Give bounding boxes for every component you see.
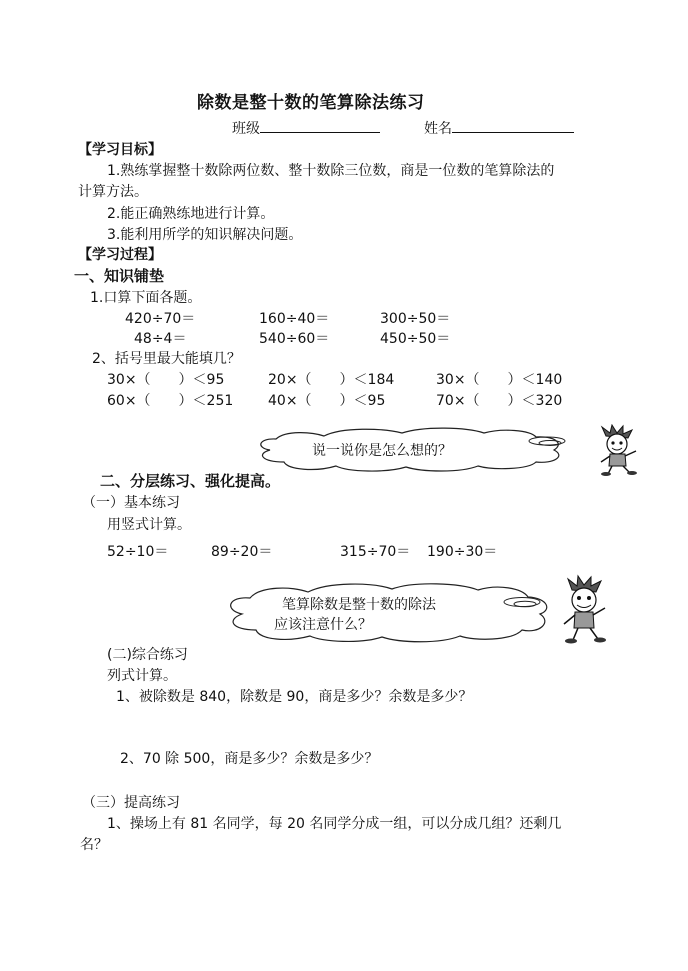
process-heading: 【学习过程】: [78, 247, 162, 263]
q1-label: 1.口算下面各题。: [90, 290, 202, 306]
cartoon-kid-icon: [592, 424, 644, 476]
q2-row1-item: 20×（ ）＜184: [268, 372, 395, 388]
q1-row1-item: 300÷50＝: [380, 311, 451, 327]
basic-instruction: 用竖式计算。: [107, 517, 191, 533]
part2-heading: 二、分层练习、强化提高。: [100, 472, 281, 490]
advanced-q1-line-1: 1、操场上有 81 名同学，每 20 名同学分成一组，可以分成几组？还剩几: [107, 816, 562, 832]
q2-row1-item: 30×（ ）＜95: [107, 372, 225, 388]
q2-label: 2、括号里最大能填几？: [92, 351, 241, 367]
thought-cloud-1: [252, 424, 580, 474]
part1-heading: 一、知识铺垫: [74, 267, 165, 285]
class-field: [232, 118, 380, 138]
combined-heading: (二)综合练习: [107, 647, 188, 663]
cloud-2-line-1: 笔算除数是整十数的除法: [282, 597, 436, 613]
q1-row1-item: 160÷40＝: [259, 311, 330, 327]
cloud-1-text: 说一说你是怎么想的？: [312, 443, 452, 459]
goal-item-1-line-2: 计算方法。: [78, 184, 148, 200]
basic-heading: （一）基本练习: [82, 495, 180, 511]
name-blank[interactable]: [452, 118, 574, 133]
goal-item-2: 2.能正确熟练地进行计算。: [107, 206, 275, 222]
combined-q1: 1、被除数是 840，除数是 90，商是多少？余数是多少？: [116, 689, 473, 705]
basic-problem: 52÷10＝: [107, 544, 169, 560]
goals-heading: 【学习目标】: [78, 142, 162, 158]
goal-item-3: 3.能利用所学的知识解决问题。: [107, 227, 303, 243]
cloud-2-line-2: 应该注意什么？: [274, 617, 372, 633]
class-blank[interactable]: [260, 118, 380, 133]
q1-row1-item: 420÷70＝: [125, 311, 196, 327]
q1-row2-item: 540÷60＝: [259, 331, 330, 347]
goal-item-1-line-1: 1.熟练掌握整十数除两位数、整十数除三位数，商是一位数的笔算除法的: [107, 163, 555, 179]
basic-problem: 315÷70＝: [340, 544, 411, 560]
q2-row2-item: 40×（ ）＜95: [268, 393, 386, 409]
basic-problem: 89÷20＝: [211, 544, 273, 560]
q1-row2-item: 48÷4＝: [134, 331, 187, 347]
name-field: [424, 118, 574, 138]
combined-instruction: 列式计算。: [107, 668, 177, 684]
class-label: 班级: [232, 121, 260, 137]
q2-row1-item: 30×（ ）＜140: [436, 372, 563, 388]
advanced-heading: （三）提高练习: [82, 795, 180, 811]
thought-cloud-2: [222, 580, 554, 644]
cartoon-kid-icon: [556, 574, 612, 646]
q1-row2-item: 450÷50＝: [380, 331, 451, 347]
name-label: 姓名: [424, 121, 452, 137]
basic-problem: 190÷30＝: [427, 544, 498, 560]
q2-row2-item: 70×（ ）＜320: [436, 393, 563, 409]
combined-q2: 2、70 除 500，商是多少？余数是多少？: [120, 751, 379, 767]
page-title: 除数是整十数的笔算除法练习: [197, 93, 425, 113]
advanced-q1-line-2: 名？: [80, 837, 108, 853]
q2-row2-item: 60×（ ）＜251: [107, 393, 234, 409]
